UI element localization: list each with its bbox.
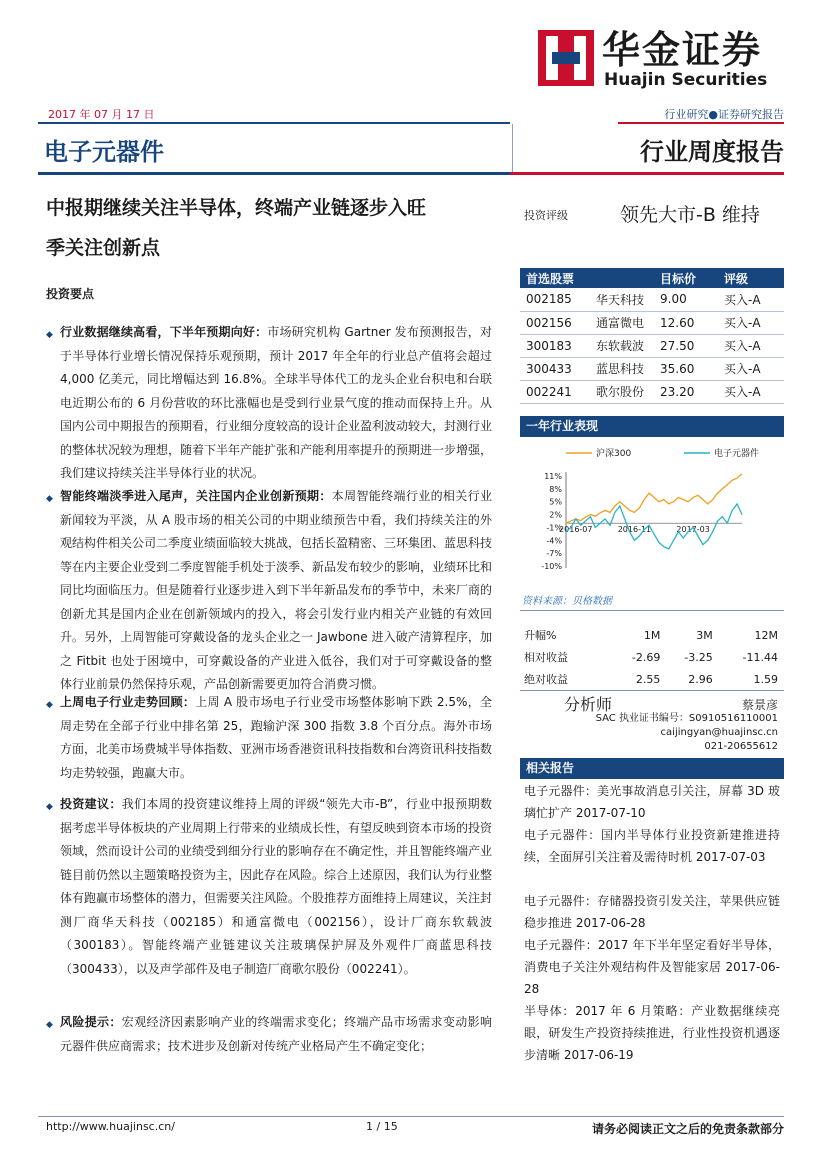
headline: [46, 188, 506, 268]
stock-rating: 买入-A: [718, 288, 784, 311]
y-tick-label: 2%: [549, 510, 562, 520]
stock-name: 华天科技: [590, 288, 654, 311]
y-tick-label: -7%: [546, 549, 562, 559]
section-lead: 风险提示：: [60, 1015, 122, 1029]
return-value: -2.69: [631, 650, 661, 664]
table-header-cell: 目标价: [654, 268, 718, 288]
analyst-cert: SAC 执业证书编号：S0910516110001: [595, 713, 778, 724]
stock-code: 300183: [520, 334, 590, 357]
table-row: [520, 357, 784, 380]
section-smart-terminal: [60, 485, 492, 697]
huajin-logo-icon: [538, 30, 594, 86]
footer-rule: [38, 1116, 784, 1117]
top-picks-table: [520, 268, 784, 404]
y-tick-label: 5%: [549, 497, 562, 507]
section-investment-advice: [60, 793, 492, 981]
stock-rating: 买入-A: [718, 334, 784, 357]
y-tick-label: 11%: [544, 472, 562, 481]
related-reports-title: 相关报告: [520, 758, 784, 779]
page-number: 1 / 15: [366, 1120, 398, 1133]
stock-rating: 买入-A: [718, 311, 784, 334]
header-bottom-rule-blue: [38, 172, 510, 175]
y-tick-label: -1%: [546, 523, 562, 533]
diamond-bullet-icon: ◆: [46, 802, 53, 812]
section-body: 本周智能终端行业的相关行业新闻较为平淡，从 A 股市场的相关公司的中期业绩预告中看，我们持续关注的外观结构件相关公司二季度业绩面临较大挑战，包括长盈精密、三环集团、蓝思科技等在内主要企业受到二季度智能手机处于淡季、新品发布较少的影响，业绩环比和同比均面临压力。但是随着行业逐步进入到下半年新品发布的季节中，未来厂商的创新尤其是国内企业在创新领域内的投入，将会引发行业内相关产业链的有效回升。另外，上周智能可穿戴设备的龙头企业之一 Jawbone 进入破产清算程序，加之 Fitbit 也处于困境中，可穿戴设备的产业进入低谷，我们对于可穿戴设备的整体行业前景仍然保持乐观，产品创新需要更加符合消费习惯。: [60, 489, 493, 691]
x-tick-label: 2016-11: [617, 525, 652, 535]
diamond-bullet-icon: ◆: [46, 330, 53, 340]
brand-name-cn: 华金证券: [602, 28, 763, 72]
return-value: 2.55: [635, 672, 661, 686]
divider: [520, 610, 784, 611]
disclaimer-note: 请务必阅读正文之后的免责条款部分: [591, 1122, 784, 1136]
legend-label: 电子元器件: [714, 449, 760, 459]
footer-url-link[interactable]: http://www.huajinsc.cn/: [46, 1120, 175, 1133]
header-rule-red: [618, 122, 784, 124]
analyst-phone: 021-20655612: [704, 741, 778, 752]
legend-label: 沪深300: [596, 449, 632, 459]
headline-line-1: 中报期继续关注半导体，终端产业链逐步入旺: [46, 197, 427, 219]
table-header-cell: 3M: [696, 628, 713, 642]
stock-name: 蓝思科技: [590, 357, 654, 380]
x-tick-label: 2017-03: [676, 525, 710, 535]
return-table: [524, 624, 778, 690]
section-risk: [60, 1011, 492, 1058]
return-value: 1.59: [753, 672, 778, 686]
rating-value: 领先大市-B 维持: [620, 204, 760, 226]
headline-line-2: 季关注创新点: [46, 237, 161, 259]
y-tick-label: 8%: [549, 484, 562, 494]
stock-name: 通富微电: [590, 311, 654, 334]
report-type: 行业周度报告: [640, 138, 784, 166]
stock-code: 002156: [520, 311, 590, 334]
section-body: 上周 A 股市场电子行业受市场整体影响下跌 2.5%，全周走势在全部子行业中排名第 25，跑输沪深 300 指数 3.8 个百分点。海外市场方面，北美市场费城半导体指数、亚洲市场香港资讯科技指数和台湾资讯科技指数均走势较强，跑赢大市。: [60, 695, 493, 780]
return-type: 绝对收益: [524, 673, 568, 686]
table-header-row: [520, 268, 784, 288]
target-price: 27.50: [654, 334, 718, 357]
chart-source: 资料来源：贝格数据: [522, 596, 612, 607]
performance-section-title: 一年行业表现: [520, 416, 784, 437]
table-header-cell: 1M: [643, 628, 661, 642]
rating-label: 投资评级: [524, 209, 568, 222]
table-header-cell: [590, 268, 654, 288]
report-series: 行业研究●证券研究报告: [664, 108, 784, 121]
related-report-item[interactable]: 电子元器件：2017 年下半年坚定看好半导体，消费电子关注外观结构件及智能家居 2017-06-28: [524, 938, 780, 996]
section-lead: 投资建议：: [60, 797, 122, 811]
table-row: [520, 334, 784, 357]
stock-rating: 买入-A: [718, 380, 784, 403]
divider: [520, 690, 784, 691]
report-date: 2017 年 07 月 17 日: [48, 108, 155, 121]
section-body: 宏观经济因素影响产业的终端需求变化；终端产品市场需求变动影响元器件供应商需求；技术进步及创新对传统产业格局产生不确定变化；: [60, 1015, 492, 1053]
related-report-item[interactable]: 电子元器件：国内半导体行业投资新建推进持续，全面屏引关注着及需待时机 2017-07-03: [524, 828, 780, 864]
diamond-bullet-icon: ◆: [46, 1020, 53, 1030]
analyst-email[interactable]: caijingyan@huajinsc.cn: [660, 727, 778, 738]
stock-name: 东软载波: [590, 334, 654, 357]
brand-name-en: Huajin Securities: [604, 70, 768, 90]
stock-code: 002185: [520, 288, 590, 311]
stock-name: 歌尔股份: [590, 380, 654, 403]
table-header-cell: 升幅%: [524, 629, 557, 642]
table-row: [520, 380, 784, 403]
target-price: 35.60: [654, 357, 718, 380]
section-body: 市场研究机构 Gartner 发布预测报告，对于半导体行业增长情况保持乐观预期，预计 2017 年全年的行业总产值将会超过 4,000 亿美元，同比增幅达到 16.8%。全球半导体代工的龙头企业台积电和台联电近期公布的 6 月份营收的环比涨幅也是受到行业景气度的推动而保持上升。从国内公司中期报告的预期看，行业细分度较高的设计企业盈利波动较大，封测行业的整体状况较为理想，随着下半年产能扩张和产能利用率提升的预期进一步增强，我们建议持续关注半导体行业的状况。: [60, 325, 493, 480]
table-header-cell: 评级: [718, 268, 784, 288]
table-header-cell: 首选股票: [520, 268, 590, 288]
x-tick-label: 2016-07: [559, 525, 593, 535]
header-bottom-rule-red: [510, 172, 784, 175]
section-lead: 智能终端淡季进入尾声，关注国内企业创新预期：: [60, 489, 332, 503]
header-rule-blue: [38, 122, 510, 124]
target-price: 12.60: [654, 311, 718, 334]
diamond-bullet-icon: ◆: [46, 700, 53, 710]
return-value: -3.25: [684, 650, 713, 664]
table-row: [524, 646, 778, 668]
stock-code: 300433: [520, 357, 590, 380]
section-lead: 上周电子行业走势回顾：: [60, 695, 196, 709]
stock-rating: 买入-A: [718, 357, 784, 380]
table-header-row: [524, 624, 778, 646]
related-report-item[interactable]: 电子元器件：存储器投资引发关注，苹果供应链稳步推进 2017-06-28: [524, 894, 780, 930]
section-weekly-review: [60, 691, 492, 785]
table-row: [520, 288, 784, 311]
section-industry-data: [60, 321, 492, 486]
industry-performance-chart: [520, 440, 784, 590]
return-value: 2.96: [688, 672, 713, 686]
target-price: 9.00: [654, 288, 718, 311]
investment-summary-heading: 投资要点: [46, 287, 95, 301]
y-tick-label: -4%: [546, 536, 562, 546]
analyst-name: 蔡景彦: [741, 698, 778, 712]
header-divider: [512, 124, 513, 172]
analyst-heading: 分析师: [564, 695, 613, 714]
target-price: 23.20: [654, 380, 718, 403]
stock-code: 002241: [520, 380, 590, 403]
sector-title: 电子元器件: [44, 138, 164, 166]
related-report-item[interactable]: 电子元器件：美光事故消息引关注，屏幕 3D 玻璃忙扩产 2017-07-10: [524, 784, 780, 820]
section-body: 我们本周的投资建议维持上周的评级“领先大市-B”，行业中报预期数据考虑半导体板块的产业周期上行带来的业绩成长性，有望反映到资本市场的投资领域，然而设计公司的业绩受到细分行业的影响存在不确定性，并且智能终端产业链目前仍然以主题策略投资为主，因此存在风险。综合上述原因，我们认为行业整体有跑赢市场整体的潜力，但需要关注风险。个股推荐方面维持上周建议，关注封测厂商华天科技（002185）和通富微电（002156），设计厂商东软载波（300183）。智能终端产业链建议关注玻璃保护屏及外观件厂商蓝思科技（300433），以及声学部件及电子制造厂商歌尔股份（002241）。: [60, 797, 493, 976]
table-row: [520, 311, 784, 334]
section-lead: 行业数据继续高看，下半年预期向好：: [60, 325, 268, 339]
diamond-bullet-icon: ◆: [46, 494, 53, 504]
table-row: [524, 668, 778, 690]
return-type: 相对收益: [524, 651, 568, 664]
y-tick-label: -10%: [541, 562, 562, 571]
related-report-item[interactable]: 半导体：2017 年 6 月策略：产业数据继续亮眼，研发生产投资持续推进，行业性投资机遇逐步清晰 2017-06-19: [524, 1004, 780, 1062]
series-line: [566, 474, 742, 523]
return-value: -11.44: [742, 650, 778, 664]
table-header-cell: 12M: [754, 628, 778, 642]
